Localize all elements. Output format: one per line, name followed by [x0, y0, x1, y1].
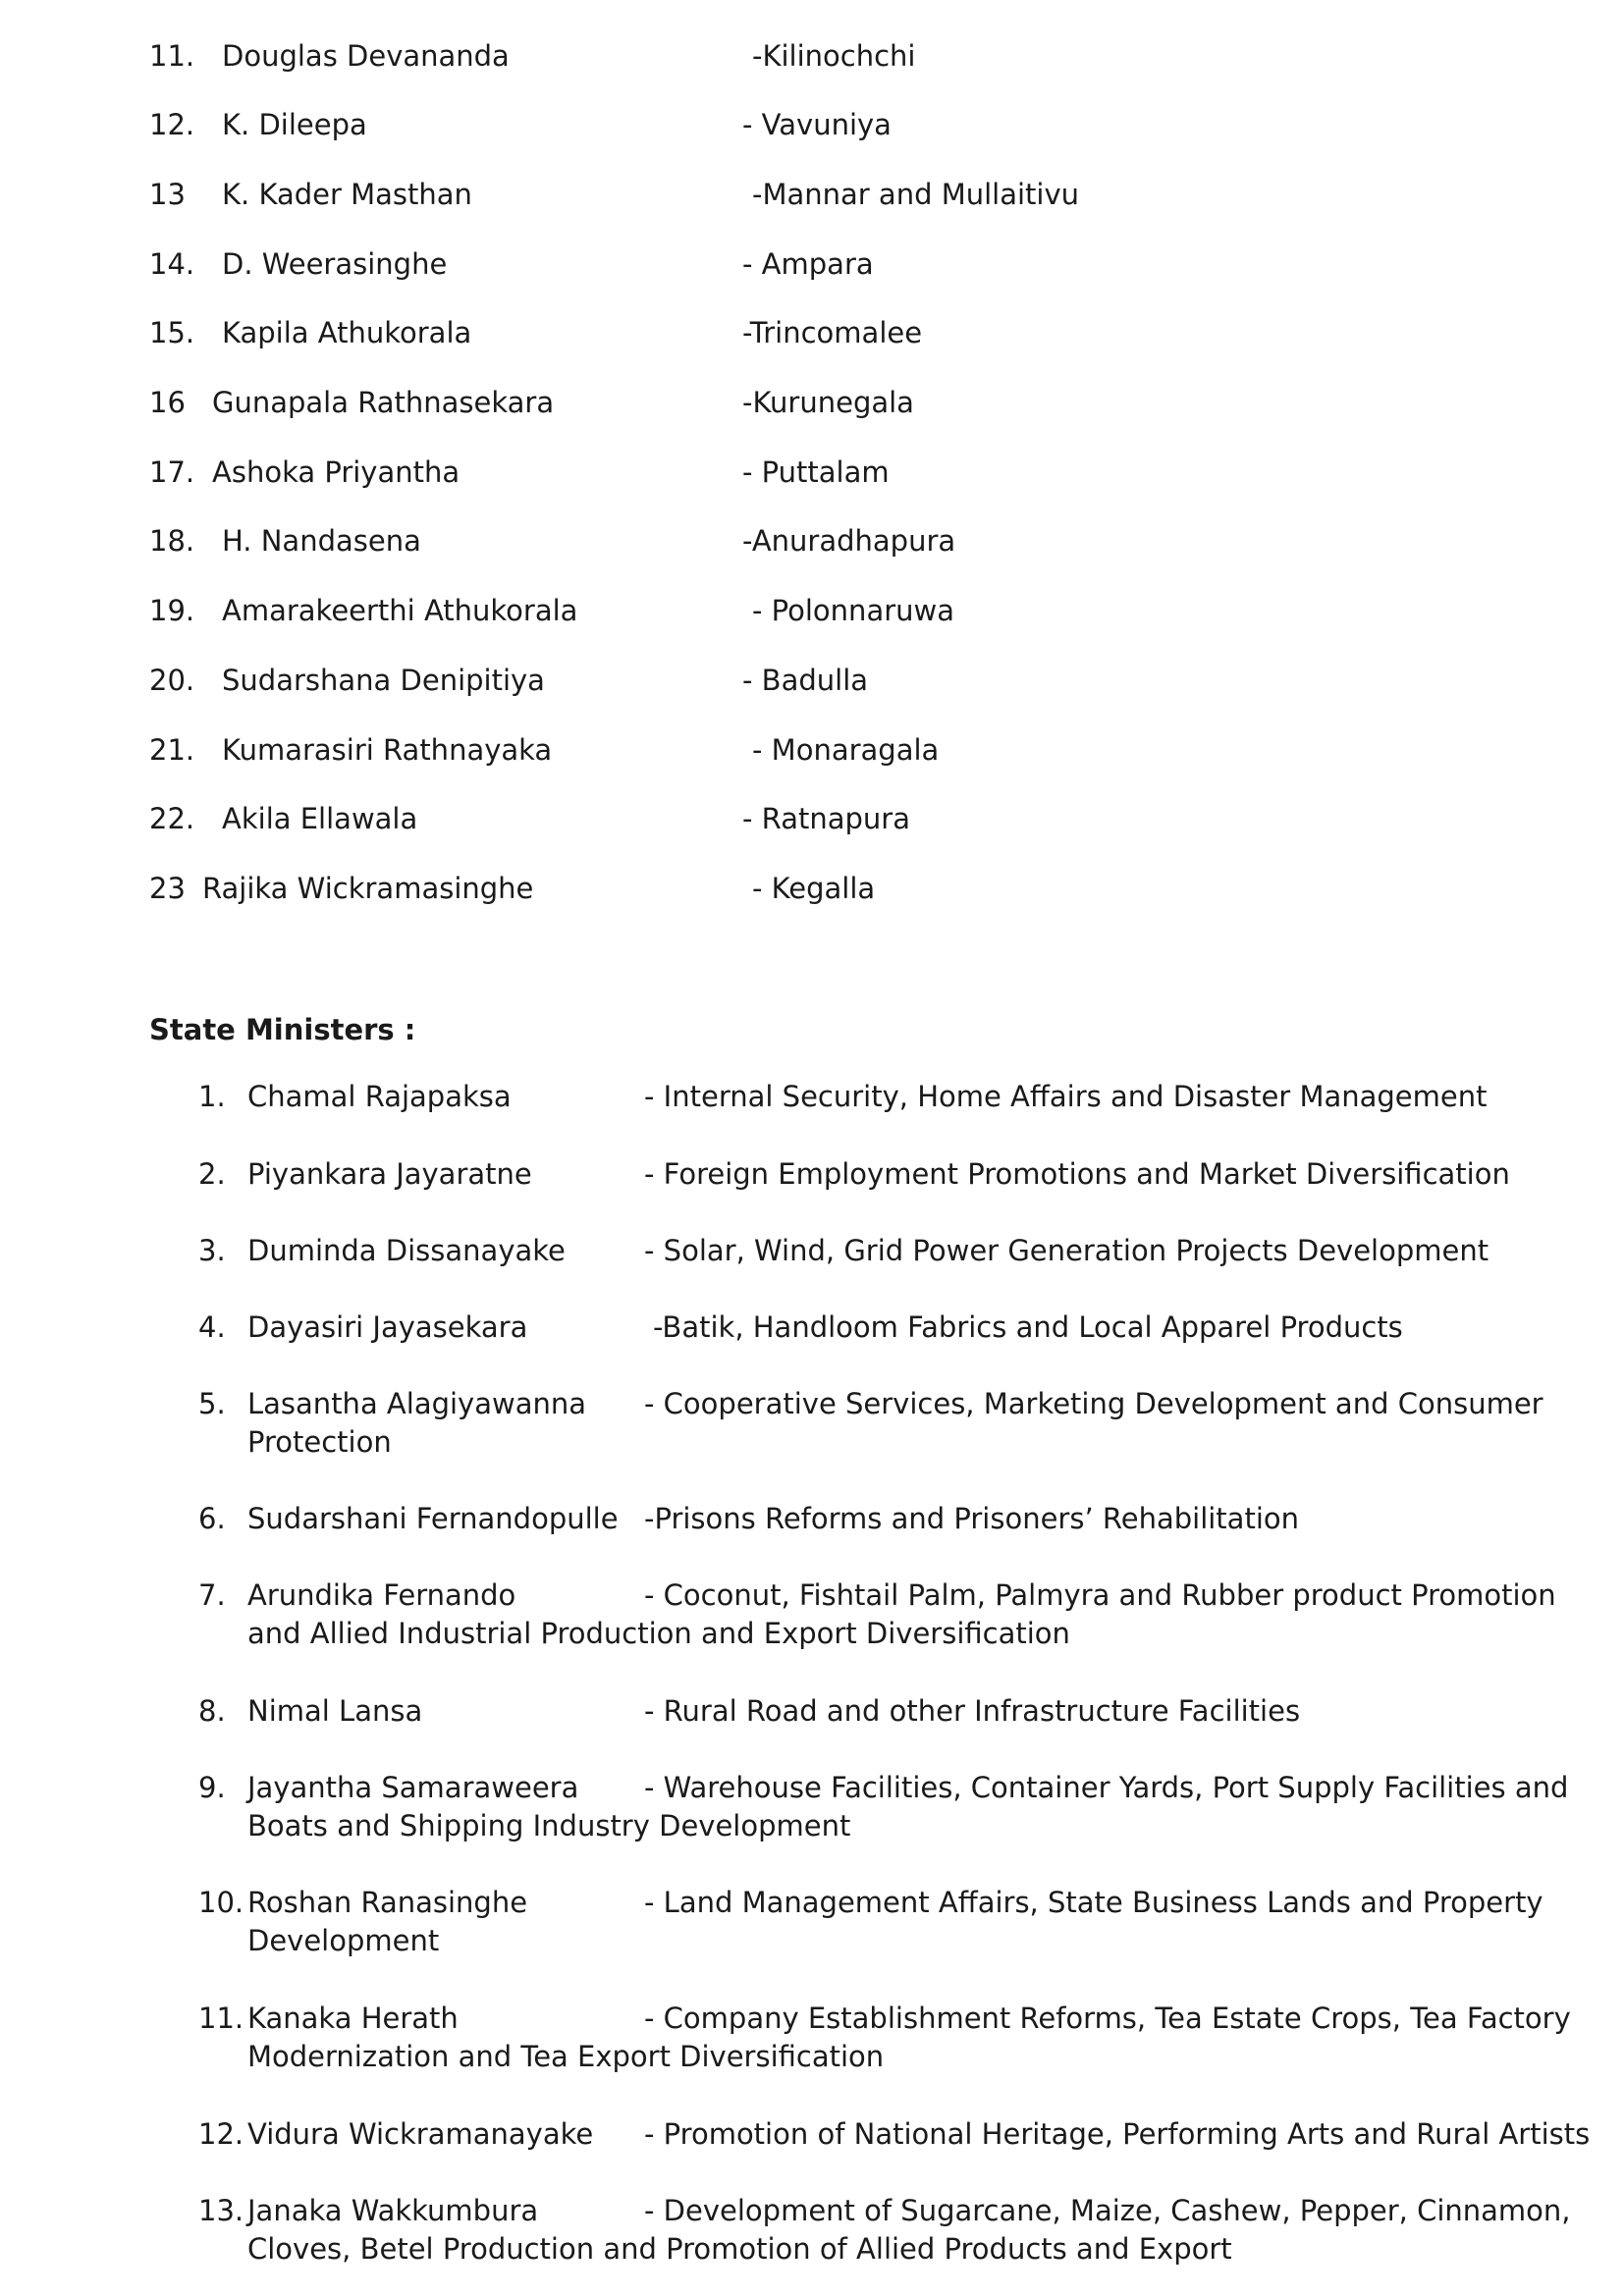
- list-item-district: -Kilinochchi: [752, 39, 916, 73]
- list-item-number: 12.: [198, 2117, 244, 2151]
- list-item-number: 4.: [198, 1310, 226, 1344]
- list-item-name: D. Weerasinghe: [222, 247, 448, 281]
- list-item-district: -Trincomalee: [742, 316, 923, 349]
- list-item-number: 13.: [198, 2194, 244, 2227]
- list-item-portfolio-continuation: Boats and Shipping Industry Development: [247, 1809, 851, 1842]
- list-item-portfolio-continuation: Cloves, Betel Production and Promotion of Allied Products and Export: [247, 2232, 1232, 2266]
- list-item-name: Amarakeerthi Athukorala: [222, 594, 578, 627]
- list-item-number: 19.: [149, 594, 195, 627]
- list-item-name: Gunapala Rathnasekara: [212, 386, 555, 419]
- list-item-portfolio: -Batik, Handloom Fabrics and Local Apparel Products: [653, 1310, 1403, 1344]
- list-item-number: 13: [149, 178, 186, 211]
- section-heading: State Ministers :: [149, 1013, 416, 1046]
- list-item-number: 7.: [198, 1578, 226, 1612]
- list-item-name: Kapila Athukorala: [222, 316, 472, 349]
- list-item-portfolio: - Land Management Affairs, State Business Lands and Property: [644, 1886, 1543, 1919]
- list-item-portfolio-continuation: Development: [247, 1924, 440, 1957]
- list-item-name: Rajika Wickramasinghe: [202, 872, 534, 905]
- list-item-name: Nimal Lansa: [247, 1694, 423, 1728]
- list-item-name: Kumarasiri Rathnayaka: [222, 733, 553, 767]
- list-item-name: Jayantha Samaraweera: [247, 1771, 579, 1804]
- list-item-number: 5.: [198, 1387, 226, 1420]
- list-item-number: 6.: [198, 1502, 226, 1535]
- list-item-portfolio-continuation: Protection: [247, 1425, 392, 1459]
- list-item-portfolio: - Foreign Employment Promotions and Market Diversification: [644, 1157, 1510, 1191]
- list-item-number: 18.: [149, 524, 195, 558]
- list-item-name: Lasantha Alagiyawanna: [247, 1387, 587, 1420]
- list-item-portfolio: - Development of Sugarcane, Maize, Cashew, Pepper, Cinnamon,: [644, 2194, 1571, 2227]
- list-item-district: - Kegalla: [752, 872, 876, 905]
- list-item-portfolio: - Internal Security, Home Affairs and Disaster Management: [644, 1080, 1488, 1113]
- list-item-district: - Polonnaruwa: [752, 594, 955, 627]
- list-item-district: - Monaragala: [752, 733, 940, 767]
- list-item-name: Kanaka Herath: [247, 2002, 459, 2035]
- list-item-number: 14.: [149, 247, 195, 281]
- list-item-portfolio: - Rural Road and other Infrastructure Facilities: [644, 1694, 1301, 1728]
- list-item-name: Piyankara Jayaratne: [247, 1157, 532, 1191]
- list-item-name: Sudarshana Denipitiya: [222, 664, 545, 697]
- list-item-portfolio: - Coconut, Fishtail Palm, Palmyra and Rubber product Promotion: [644, 1578, 1556, 1612]
- list-item-district: -Kurunegala: [742, 386, 914, 419]
- list-item-name: Vidura Wickramanayake: [247, 2117, 594, 2151]
- list-item-name: Douglas Devananda: [222, 39, 510, 73]
- list-item-portfolio: - Cooperative Services, Marketing Development and Consumer: [644, 1387, 1543, 1420]
- list-item-portfolio-continuation: Modernization and Tea Export Diversification: [247, 2040, 885, 2073]
- list-item-number: 8.: [198, 1694, 226, 1728]
- list-item-number: 21.: [149, 733, 195, 767]
- list-item-number: 17.: [149, 455, 195, 489]
- list-item-name: Akila Ellawala: [222, 802, 418, 835]
- list-item-district: -Mannar and Mullaitivu: [752, 178, 1080, 211]
- list-item-name: Dayasiri Jayasekara: [247, 1310, 528, 1344]
- list-item-name: Sudarshani Fernandopulle: [247, 1502, 619, 1535]
- list-item-portfolio: - Warehouse Facilities, Container Yards, Port Supply Facilities and: [644, 1771, 1569, 1804]
- list-item-name: Janaka Wakkumbura: [247, 2194, 539, 2227]
- list-item-number: 11.: [149, 39, 195, 73]
- list-item-portfolio: - Company Establishment Reforms, Tea Estate Crops, Tea Factory: [644, 2002, 1571, 2035]
- list-item-name: Arundika Fernando: [247, 1578, 516, 1612]
- list-item-number: 1.: [198, 1080, 226, 1113]
- list-item-district: - Puttalam: [742, 455, 890, 489]
- list-item-name: K. Dileepa: [222, 108, 367, 141]
- list-item-district: -Anuradhapura: [742, 524, 956, 558]
- list-item-name: Roshan Ranasinghe: [247, 1886, 528, 1919]
- list-item-district: - Ampara: [742, 247, 874, 281]
- list-item-portfolio: - Solar, Wind, Grid Power Generation Projects Development: [644, 1234, 1489, 1267]
- list-item-number: 11.: [198, 2002, 244, 2035]
- list-item-number: 15.: [149, 316, 195, 349]
- list-item-number: 23: [149, 872, 186, 905]
- list-item-number: 2.: [198, 1157, 226, 1191]
- list-item-name: H. Nandasena: [222, 524, 421, 558]
- list-item-number: 22.: [149, 802, 195, 835]
- list-item-number: 10.: [198, 1886, 244, 1919]
- list-item-name: K. Kader Masthan: [222, 178, 472, 211]
- list-item-portfolio-continuation: and Allied Industrial Production and Export Diversification: [247, 1617, 1070, 1650]
- list-item-name: Ashoka Priyantha: [212, 455, 460, 489]
- list-item-name: Duminda Dissanayake: [247, 1234, 566, 1267]
- list-item-name: Chamal Rajapaksa: [247, 1080, 512, 1113]
- list-item-portfolio: -Prisons Reforms and Prisoners’ Rehabilitation: [644, 1502, 1299, 1535]
- list-item-number: 16: [149, 386, 186, 419]
- list-item-number: 20.: [149, 664, 195, 697]
- list-item-district: - Vavuniya: [742, 108, 892, 141]
- list-item-number: 9.: [198, 1771, 226, 1804]
- list-item-district: - Badulla: [742, 664, 869, 697]
- list-item-number: 12.: [149, 108, 195, 141]
- list-item-number: 3.: [198, 1234, 226, 1267]
- list-item-portfolio: - Promotion of National Heritage, Performing Arts and Rural Artists: [644, 2117, 1591, 2151]
- list-item-district: - Ratnapura: [742, 802, 910, 835]
